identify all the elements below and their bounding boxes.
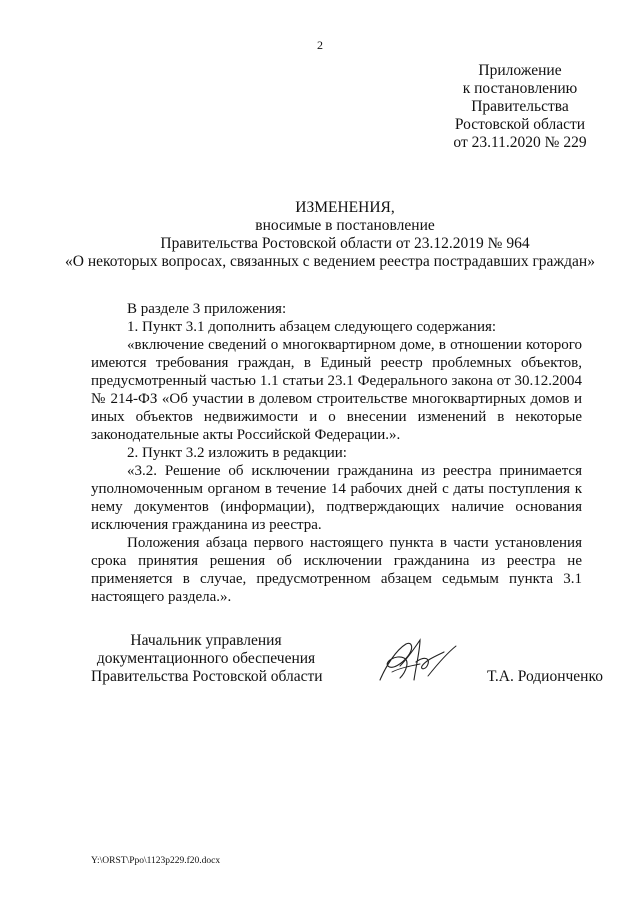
handwritten-signature bbox=[370, 636, 460, 690]
signatory-name: Т.А. Родионченко bbox=[487, 668, 603, 685]
document-title bbox=[60, 199, 600, 271]
appendix-line: Приложение bbox=[478, 62, 562, 79]
title-line: вносимые в постановление bbox=[255, 217, 435, 234]
signatory-line: документационного обеспечения bbox=[96, 650, 316, 667]
title-line: Правительства Ростовской области от 23.12.2019 № 964 bbox=[160, 235, 530, 252]
body-paragraph: Положения абзаца первого настоящего пункта в части установления срока принятия решения об исключении гражданина из реестра не применяется в случае, предусмотренном абзацем седьмым пункта 3.1 настоящего раздела.». bbox=[91, 535, 582, 605]
document-body bbox=[91, 300, 582, 606]
appendix-line: к постановлению bbox=[462, 80, 578, 97]
footer-file-path: Y:\ORST\Ppo\1123p229.f20.docx bbox=[91, 856, 221, 866]
appendix-header bbox=[440, 62, 600, 152]
page-number: 2 bbox=[317, 38, 323, 52]
body-paragraph: «3.2. Решение об исключении гражданина из реестра принимается уполномоченным органом в течение 14 рабочих дней с даты поступления к нему документов (информации), подтверждающих наличие основания исключения гражданина из реестра. bbox=[91, 463, 582, 533]
signatory-line: Правительства Ростовской области bbox=[91, 668, 323, 685]
appendix-line: Ростовской области bbox=[454, 116, 586, 133]
title-heading: ИЗМЕНЕНИЯ, bbox=[295, 199, 395, 216]
body-paragraph: 1. Пункт 3.1 дополнить абзацем следующего содержания: bbox=[127, 319, 497, 335]
body-paragraph: В разделе 3 приложения: bbox=[127, 301, 287, 317]
body-paragraph: «включение сведений о многоквартирном доме, в отношении которого имеются требования граждан, в Единый реестр проблемных объектов, предусмотренный частью 1.1 статьи 23.1 Федерального закона от 30.12.2004 № 214-ФЗ «Об участии в долевом строительстве многоквартирных домов и иных объектов недвижимости и о внесении изменений в некоторые законодательные акты Российской Федерации.». bbox=[91, 337, 582, 443]
signatory-line: Начальник управления bbox=[130, 632, 282, 649]
appendix-line: от 23.11.2020 № 229 bbox=[453, 134, 587, 151]
appendix-line: Правительства bbox=[471, 98, 569, 115]
title-line: «О некоторых вопросах, связанных с ведением реестра пострадавших граждан» bbox=[65, 253, 595, 270]
body-paragraph: 2. Пункт 3.2 изложить в редакции: bbox=[127, 445, 347, 461]
signatory-position bbox=[91, 632, 321, 686]
